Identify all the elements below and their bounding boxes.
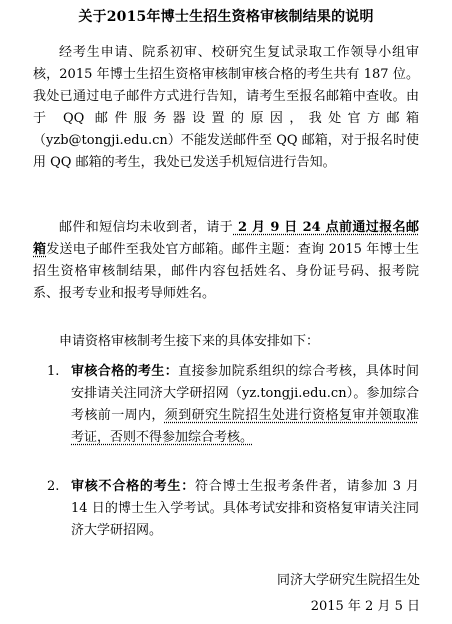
paragraph-query-pre: 邮件和短信均未收到者，请于 xyxy=(59,220,234,235)
list-text-qualified: 直接参加院系组织的综合考核，具体时间安排请关注同济大学研招网（yz.tongji.edu.cn）。参加综合考核前一周内， xyxy=(71,364,419,423)
list-number: 2. xyxy=(47,479,60,494)
signature-date: 2015 年 2 月 5 日 xyxy=(310,599,420,614)
list-item-qualified xyxy=(33,361,419,449)
list-text-unqualified: 符合博士生报考条件者，请参加 3 月 14 日的博士生入学考试。具体考试安排和资格复审请关注同济大学研招网。 xyxy=(71,479,419,538)
paragraph-arrangement-intro: 申请资格审核制考生接下来的具体安排如下： xyxy=(59,334,320,349)
paragraph-intro: 经考生申请、院系初审、校研究生复试录取工作领导小组审核，2015 年博士生招生资格审核制审核合格的考生共有 187 位。我处已通过电子邮件方式进行告知，请考生至报名邮箱中查收。由于 QQ 邮件服务器设置的原因，我处官方邮箱（yzb@tongji.edu.cn）不能发送邮件至 QQ 邮箱，对于报名时使用 QQ 邮箱的考生，我处已发送手机短信进行告知。 xyxy=(33,45,419,170)
list-text-qualified-emphasis: 须到研究生院招生处进行资格复审并领取准考证，否则不得参加综合考核。 xyxy=(71,408,419,445)
paragraph-query-post: 发送电子邮件至我处官方邮箱。邮件主题：查询 2015 年博士生招生资格审核制结果，邮件内容包括姓名、身份证号码、报考院系、报考专业和报考导师姓名。 xyxy=(33,242,419,301)
deadline-highlight: 2 月 9 日 24 点前通过报名邮箱 xyxy=(33,220,419,257)
list-item-unqualified xyxy=(33,476,419,542)
page-title: 关于2015年博士生招生资格审核制结果的说明 xyxy=(78,9,374,25)
list-number: 1. xyxy=(47,364,60,379)
paragraph-query-instructions xyxy=(33,217,419,305)
signature-org: 同济大学研究生院招生处 xyxy=(276,573,420,588)
list-label-qualified: 审核合格的考生： xyxy=(71,364,179,379)
list-label-unqualified: 审核不合格的考生： xyxy=(71,479,195,494)
